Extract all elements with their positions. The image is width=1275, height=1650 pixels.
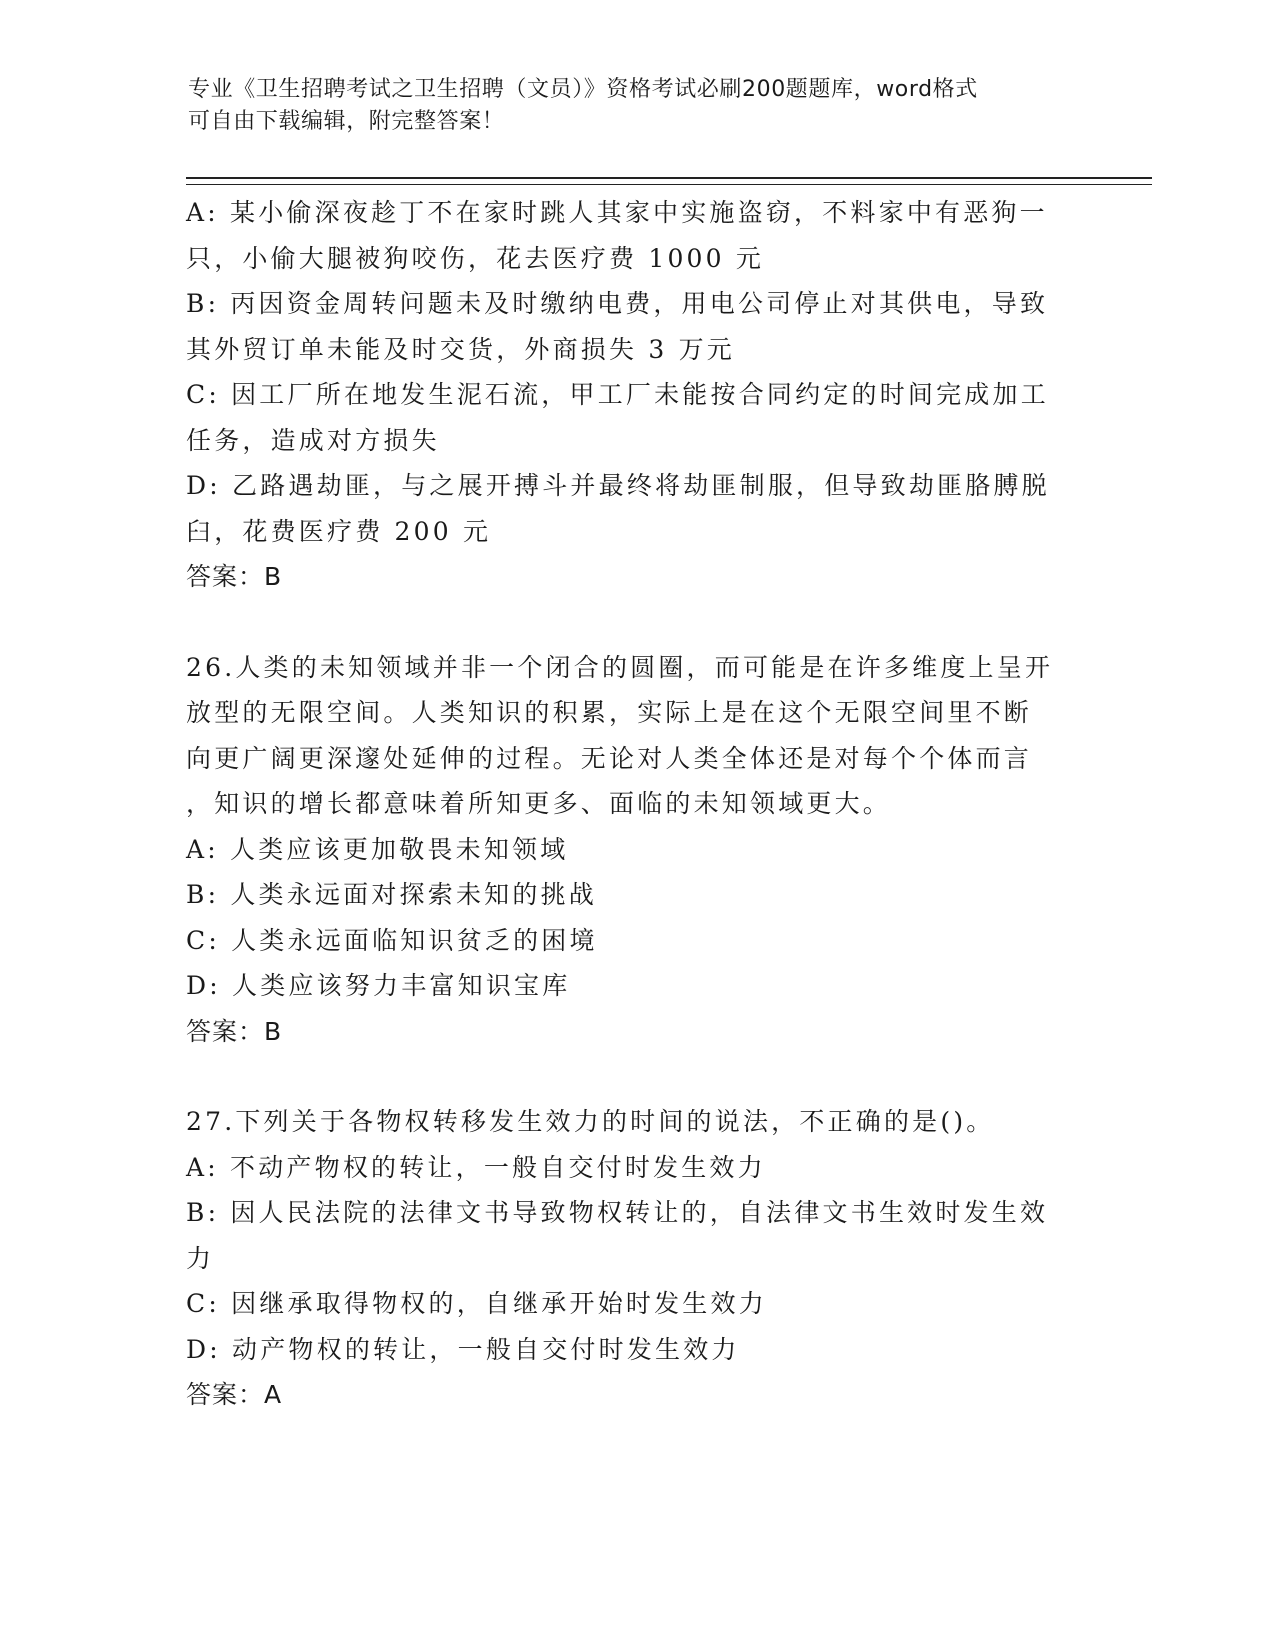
q26-answer: 答案：B	[186, 1016, 283, 1046]
q26-stem-line-4: ，知识的增长都意味着所知更多、面临的未知领域更大。	[186, 789, 892, 818]
q25-option-c-line-1: C: 因工厂所在地发生泥石流，甲工厂未能按合同约定的时间完成加工	[186, 380, 1049, 409]
q26-option-c: C: 人类永远面临知识贫乏的困境	[186, 925, 598, 955]
q26-option-d: D: 人类应该努力丰富知识宝库	[186, 971, 571, 1000]
question-spacer	[186, 600, 1066, 645]
q27-option-c: C: 因继承取得物权的，自继承开始时发生效力	[186, 1289, 767, 1318]
page-header	[188, 74, 1068, 138]
q25-option-b-line-2: 其外贸订单未能及时交货，外商损失 3 万元	[186, 334, 736, 364]
q25-option-b-line-1: B: 丙因资金周转问题未及时缴纳电费，用电公司停止对其供电，导致	[186, 289, 1049, 318]
q27-option-d: D: 动产物权的转让，一般自交付时发生效力	[186, 1334, 740, 1364]
question-25-block	[186, 190, 1066, 600]
document-body	[186, 190, 1066, 1418]
q26-stem-line-2: 放型的无限空间。人类知识的积累，实际上是在这个无限空间里不断	[186, 698, 1033, 727]
q26-option-a: A: 人类应该更加敬畏未知领域	[186, 834, 569, 864]
question-spacer	[186, 1054, 1066, 1099]
q25-answer: 答案：B	[186, 562, 283, 591]
q25-option-d-line-1: D: 乙路遇劫匪，与之展开搏斗并最终将劫匪制服，但导致劫匪胳膊脱	[186, 471, 1050, 500]
q25-option-a-line-2: 只，小偷大腿被狗咬伤，花去医疗费 1000 元	[186, 243, 765, 273]
q25-option-c-line-2: 任务，造成对方损失	[186, 425, 440, 455]
q27-answer: 答案：A	[186, 1380, 283, 1409]
header-line-1: 专业《卫生招聘考试之卫生招聘（文员）》资格考试必刷200题题库，word格式	[188, 77, 978, 102]
q26-stem-line-3: 向更广阔更深邃处延伸的过程。无论对人类全体还是对每个个体而言	[186, 743, 1033, 773]
q27-stem: 27.下列关于各物权转移发生效力的时间的说法，不正确的是()。	[186, 1107, 995, 1136]
question-27-block	[186, 1099, 1066, 1418]
q27-option-b-line-1: B: 因人民法院的法律文书导致物权转让的，自法律文书生效时发生效	[186, 1198, 1049, 1227]
q26-stem-line-1: 26.人类的未知领域并非一个闭合的圆圈，而可能是在许多维度上呈开	[186, 652, 1054, 682]
q25-option-d-line-2: 臼，花费医疗费 200 元	[186, 516, 492, 546]
q25-option-a-line-1: A: 某小偷深夜趁丁不在家时跳人其家中实施盗窃，不料家中有恶狗一	[186, 198, 1048, 227]
header-line-2: 可自由下载编辑，附完整答案！	[188, 109, 505, 134]
question-26-block	[186, 645, 1066, 1055]
q27-option-a: A: 不动产物权的转让，一般自交付时发生效力	[186, 1152, 766, 1182]
header-divider	[186, 177, 1152, 185]
q26-option-b: B: 人类永远面对探索未知的挑战	[186, 880, 597, 909]
q27-option-b-line-2: 力	[186, 1243, 215, 1273]
